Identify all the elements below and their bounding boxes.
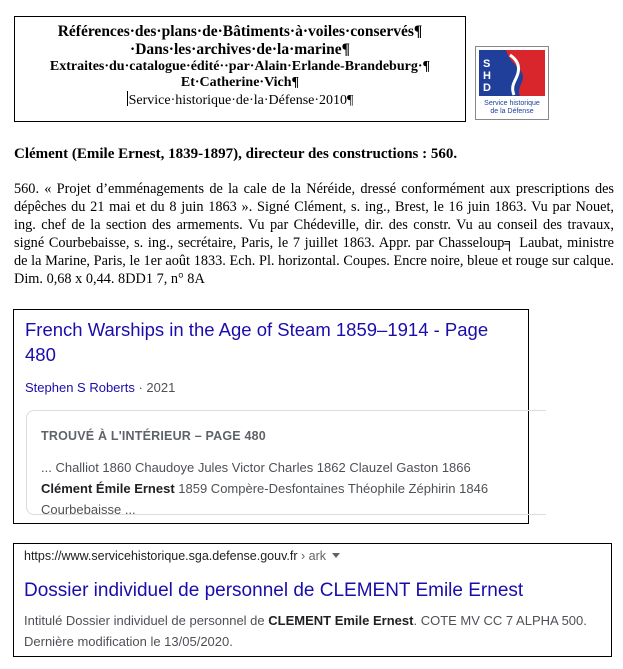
book-author-link[interactable]: Stephen S Roberts (25, 380, 135, 395)
header-line-publisher (15, 91, 465, 109)
chevron-down-icon[interactable] (332, 553, 340, 558)
header-line-catalogue: Extraites·du·catalogue·édité··par·Alain·Erlande-Brandeburg·¶ (49, 58, 431, 74)
inside-book-snippet-box[interactable] (26, 410, 546, 515)
header-line-coauthor: Et·Catherine·Vich¶ (180, 74, 300, 90)
book-search-result (13, 309, 529, 524)
logo-letter-d: D (483, 82, 491, 94)
meta-separator: · (134, 380, 147, 395)
catalogue-entry-text: 560. « Projet d’emménagements de la cale de la Néréide, dressé conformément aux prescriptions des dépêches du 21 mai et du 8 juin 1863 ». Signé Clément, s. ing., Brest, le 16 juin 1863. Vu par Nouet, ing. chef de la section des armements. Vu par Chédeville, dir. des constr. Vu au conseil des travaux, signé Courbebaisse, s. ing., secrétaire, Paris, le 7 juillet 1863. Appr. par Chasseloup╕ Laubat, ministre de la Marine, Paris, le 1er août 1833. Ech. Pl. horizontal. Coupes. Encre noire, bleue et rouge sur calque. Dim. 0,68 x 0,44. 8DD1 7, n° 8A (14, 181, 614, 287)
logo-letter-h: H (483, 70, 491, 82)
web-snippet-before: Intitulé Dossier individuel de personnel de (24, 613, 269, 628)
web-result-title-link[interactable]: Dossier individuel de personnel de CLEMENT Emile Ernest (24, 580, 524, 601)
book-result-title-link[interactable]: French Warships in the Age of Steam 1859–1914 - Page 480 (25, 319, 489, 365)
header-line-archives: ·Dans·les·archives·de·la·marine¶ (130, 40, 350, 58)
logo-caption-2: de la Défense (490, 108, 534, 115)
document-header-box (14, 16, 466, 122)
snippet-text-before: ... Challiot 1860 Chaudoye Jules Victor Charles 1862 Clauzel Gaston 1866 (41, 460, 471, 475)
web-result-snippet (24, 610, 604, 652)
web-search-result (13, 543, 612, 657)
book-result-meta (25, 380, 175, 395)
snippet-highlight: Clément Émile Ernest (41, 481, 175, 496)
inside-book-heading: TROUVÉ À L'INTÉRIEUR – PAGE 480 (41, 429, 266, 443)
shd-logo-graphic (476, 47, 548, 119)
logo-caption-1: Service historique (484, 100, 540, 107)
result-url-breadcrumb: › ark (297, 549, 327, 563)
web-snippet-after: . COTE MV CC 7 ALPHA 500. Dernière modification le 13/05/2020. (24, 613, 587, 649)
logo-letter-s: S (483, 58, 491, 70)
result-url-domain: https://www.servicehistorique.sga.defense.gouv.fr (24, 549, 298, 563)
header-line-title: Références·des·plans·de·Bâtiments·à·voiles·conservés¶ (57, 23, 423, 40)
result-url[interactable] (24, 549, 340, 563)
header-publisher-text: Service·historique·de·la·Défense·2010¶ (128, 92, 354, 108)
inside-book-snippet (41, 457, 521, 520)
web-snippet-highlight: CLEMENT Emile Ernest (268, 613, 414, 628)
section-heading: Clément (Emile Ernest, 1839-1897), directeur des constructions : 560. (14, 146, 458, 162)
text-cursor (127, 91, 128, 106)
book-year: 2021 (146, 380, 176, 395)
snippet-text-after: 1859 Compère-Desfontaines Théophile Zéphirin 1846 Courbebaisse ... (41, 481, 489, 517)
shd-logo (475, 46, 549, 120)
